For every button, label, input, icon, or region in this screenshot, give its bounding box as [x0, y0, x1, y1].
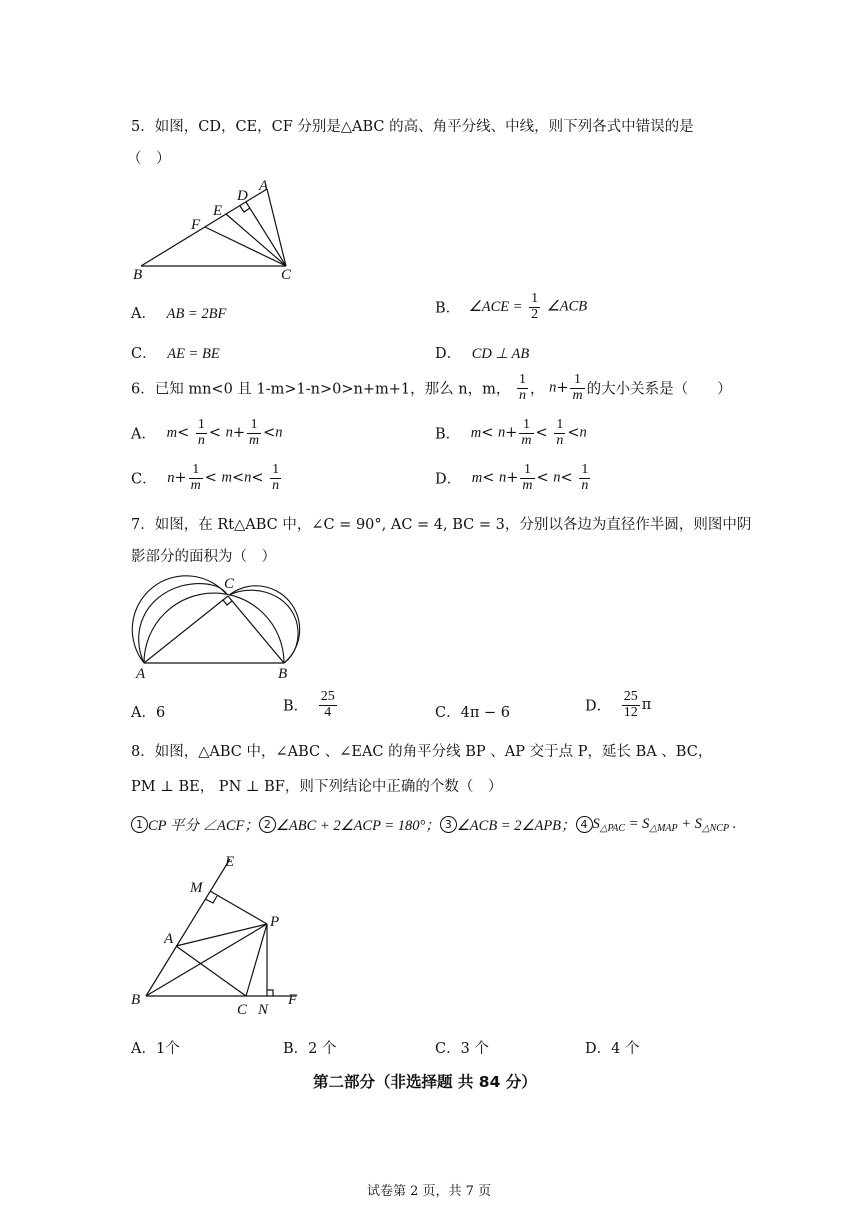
q5-option-b-label: B．	[435, 300, 461, 317]
q5-stem: 5．如图，CD，CE，CF 分别是△ABC 的高、角平分线、中线，则下列各式中错误的是	[131, 119, 694, 135]
q5-figure	[128, 175, 303, 283]
section-title: 第二部分（非选择题 共 84 分）	[313, 1073, 537, 1091]
q5-option-a-text: AB = 2BF	[166, 306, 227, 322]
q7-option-b[interactable]: B． $\frac{25}{4}$	[283, 689, 335, 720]
q7-label-b: B	[278, 666, 288, 682]
q7-option-a[interactable]: A．6	[131, 705, 166, 721]
q5-option-c-label: C．	[131, 346, 157, 362]
q6-stem: 6．已知 mn<0 且 1-m>1-n>0>n+m+1，那么 n，m， $\frac{1}{n}$ ， n+ $\frac{1}{m}$ 的大小关系是（ ）	[131, 372, 732, 403]
q8-label-c: C	[237, 1002, 248, 1018]
q6-option-b[interactable]: B． m< n+ $\frac{1}{m}$ < $\frac{1}{n}$ <n	[435, 417, 587, 448]
q6-option-d[interactable]: D． m< n+ $\frac{1}{m}$ < n< $\frac{1}{n}$	[435, 462, 589, 493]
q8-conclusions: 1 CP 平分 ∠ACF； 2 ∠ABC + 2∠ACP = 180°； 3 ∠ACB = 2∠APB； 4 $S_{\triangle PAC} = S_{\triangle MAP} + S_{\triangle NCP}$ .	[131, 814, 736, 835]
q5-option-c[interactable]	[131, 342, 220, 363]
q7-option-d[interactable]: D． $\frac{25}{12}$ π	[585, 689, 652, 720]
circled-4: 4	[576, 816, 593, 833]
q8-figure	[128, 850, 308, 1025]
q5-label-c: C	[281, 267, 292, 283]
q6-option-a[interactable]: A． m< $\frac{1}{n}$ < n+ $\frac{1}{m}$ <n	[131, 417, 283, 448]
q5-paren: （ ）	[127, 151, 171, 167]
q8-label-p: P	[270, 914, 280, 930]
q8-label-b: B	[131, 992, 141, 1008]
q8-label-f: F	[288, 992, 298, 1008]
q8-label-m: M	[190, 880, 203, 896]
q7-label-a: A	[136, 666, 146, 682]
q8-label-n: N	[258, 1002, 269, 1018]
q8-label-e: E	[225, 854, 235, 870]
q8-stem-line1: 8．如图，△ABC 中，∠ABC 、∠EAC 的角平分线 BP 、AP 交于点 P，延长 BA 、BC，	[131, 744, 713, 760]
q7-stem-line1: 7．如图，在 Rt△ABC 中，∠C = 90°, AC = 4, BC = 3，分别以各边为直径作半圆，则图中阴	[131, 517, 752, 533]
q5-option-a-label: A．	[131, 306, 156, 322]
q7-label-c: C	[224, 576, 235, 592]
q8-stem-line2: PM ⊥ BE， PN ⊥ BF，则下列结论中正确的个数（ ）	[131, 779, 503, 795]
page-footer: 试卷第 2 页，共 7 页	[367, 1184, 492, 1199]
q7-option-c[interactable]: C．4π − 6	[435, 705, 510, 721]
q5-label-d: D	[237, 188, 248, 204]
q5-option-c-text: AE = BE	[167, 346, 220, 362]
q6-option-c[interactable]: C． n+ $\frac{1}{m}$ < m<n< $\frac{1}{n}$	[131, 462, 280, 493]
q5-label-b: B	[133, 267, 143, 283]
q7-stem-line2: 影部分的面积为（ ）	[131, 549, 276, 565]
q8-option-d[interactable]: D．4 个	[585, 1041, 640, 1057]
q5-label-a: A	[259, 178, 269, 194]
q5-option-d[interactable]	[435, 342, 529, 363]
q8-label-a: A	[164, 931, 174, 947]
q5-option-a[interactable]	[131, 302, 226, 323]
circled-2: 2	[259, 816, 276, 833]
q5-option-b[interactable]: B． ∠ACE = $\frac{1}{2}$ ∠ACB	[435, 291, 588, 322]
q7-figure	[126, 572, 306, 682]
q5-label-f: F	[191, 217, 201, 233]
q5-option-d-label: D．	[435, 346, 462, 362]
circled-1: 1	[131, 816, 148, 833]
q8-option-a[interactable]: A．1个	[131, 1041, 180, 1057]
q8-option-c[interactable]: C．3 个	[435, 1041, 489, 1057]
q8-option-b[interactable]: B．2 个	[283, 1041, 337, 1057]
q5-label-e: E	[213, 203, 223, 219]
q5-option-d-text: CD ⊥ AB	[471, 346, 530, 362]
circled-3: 3	[440, 816, 457, 833]
